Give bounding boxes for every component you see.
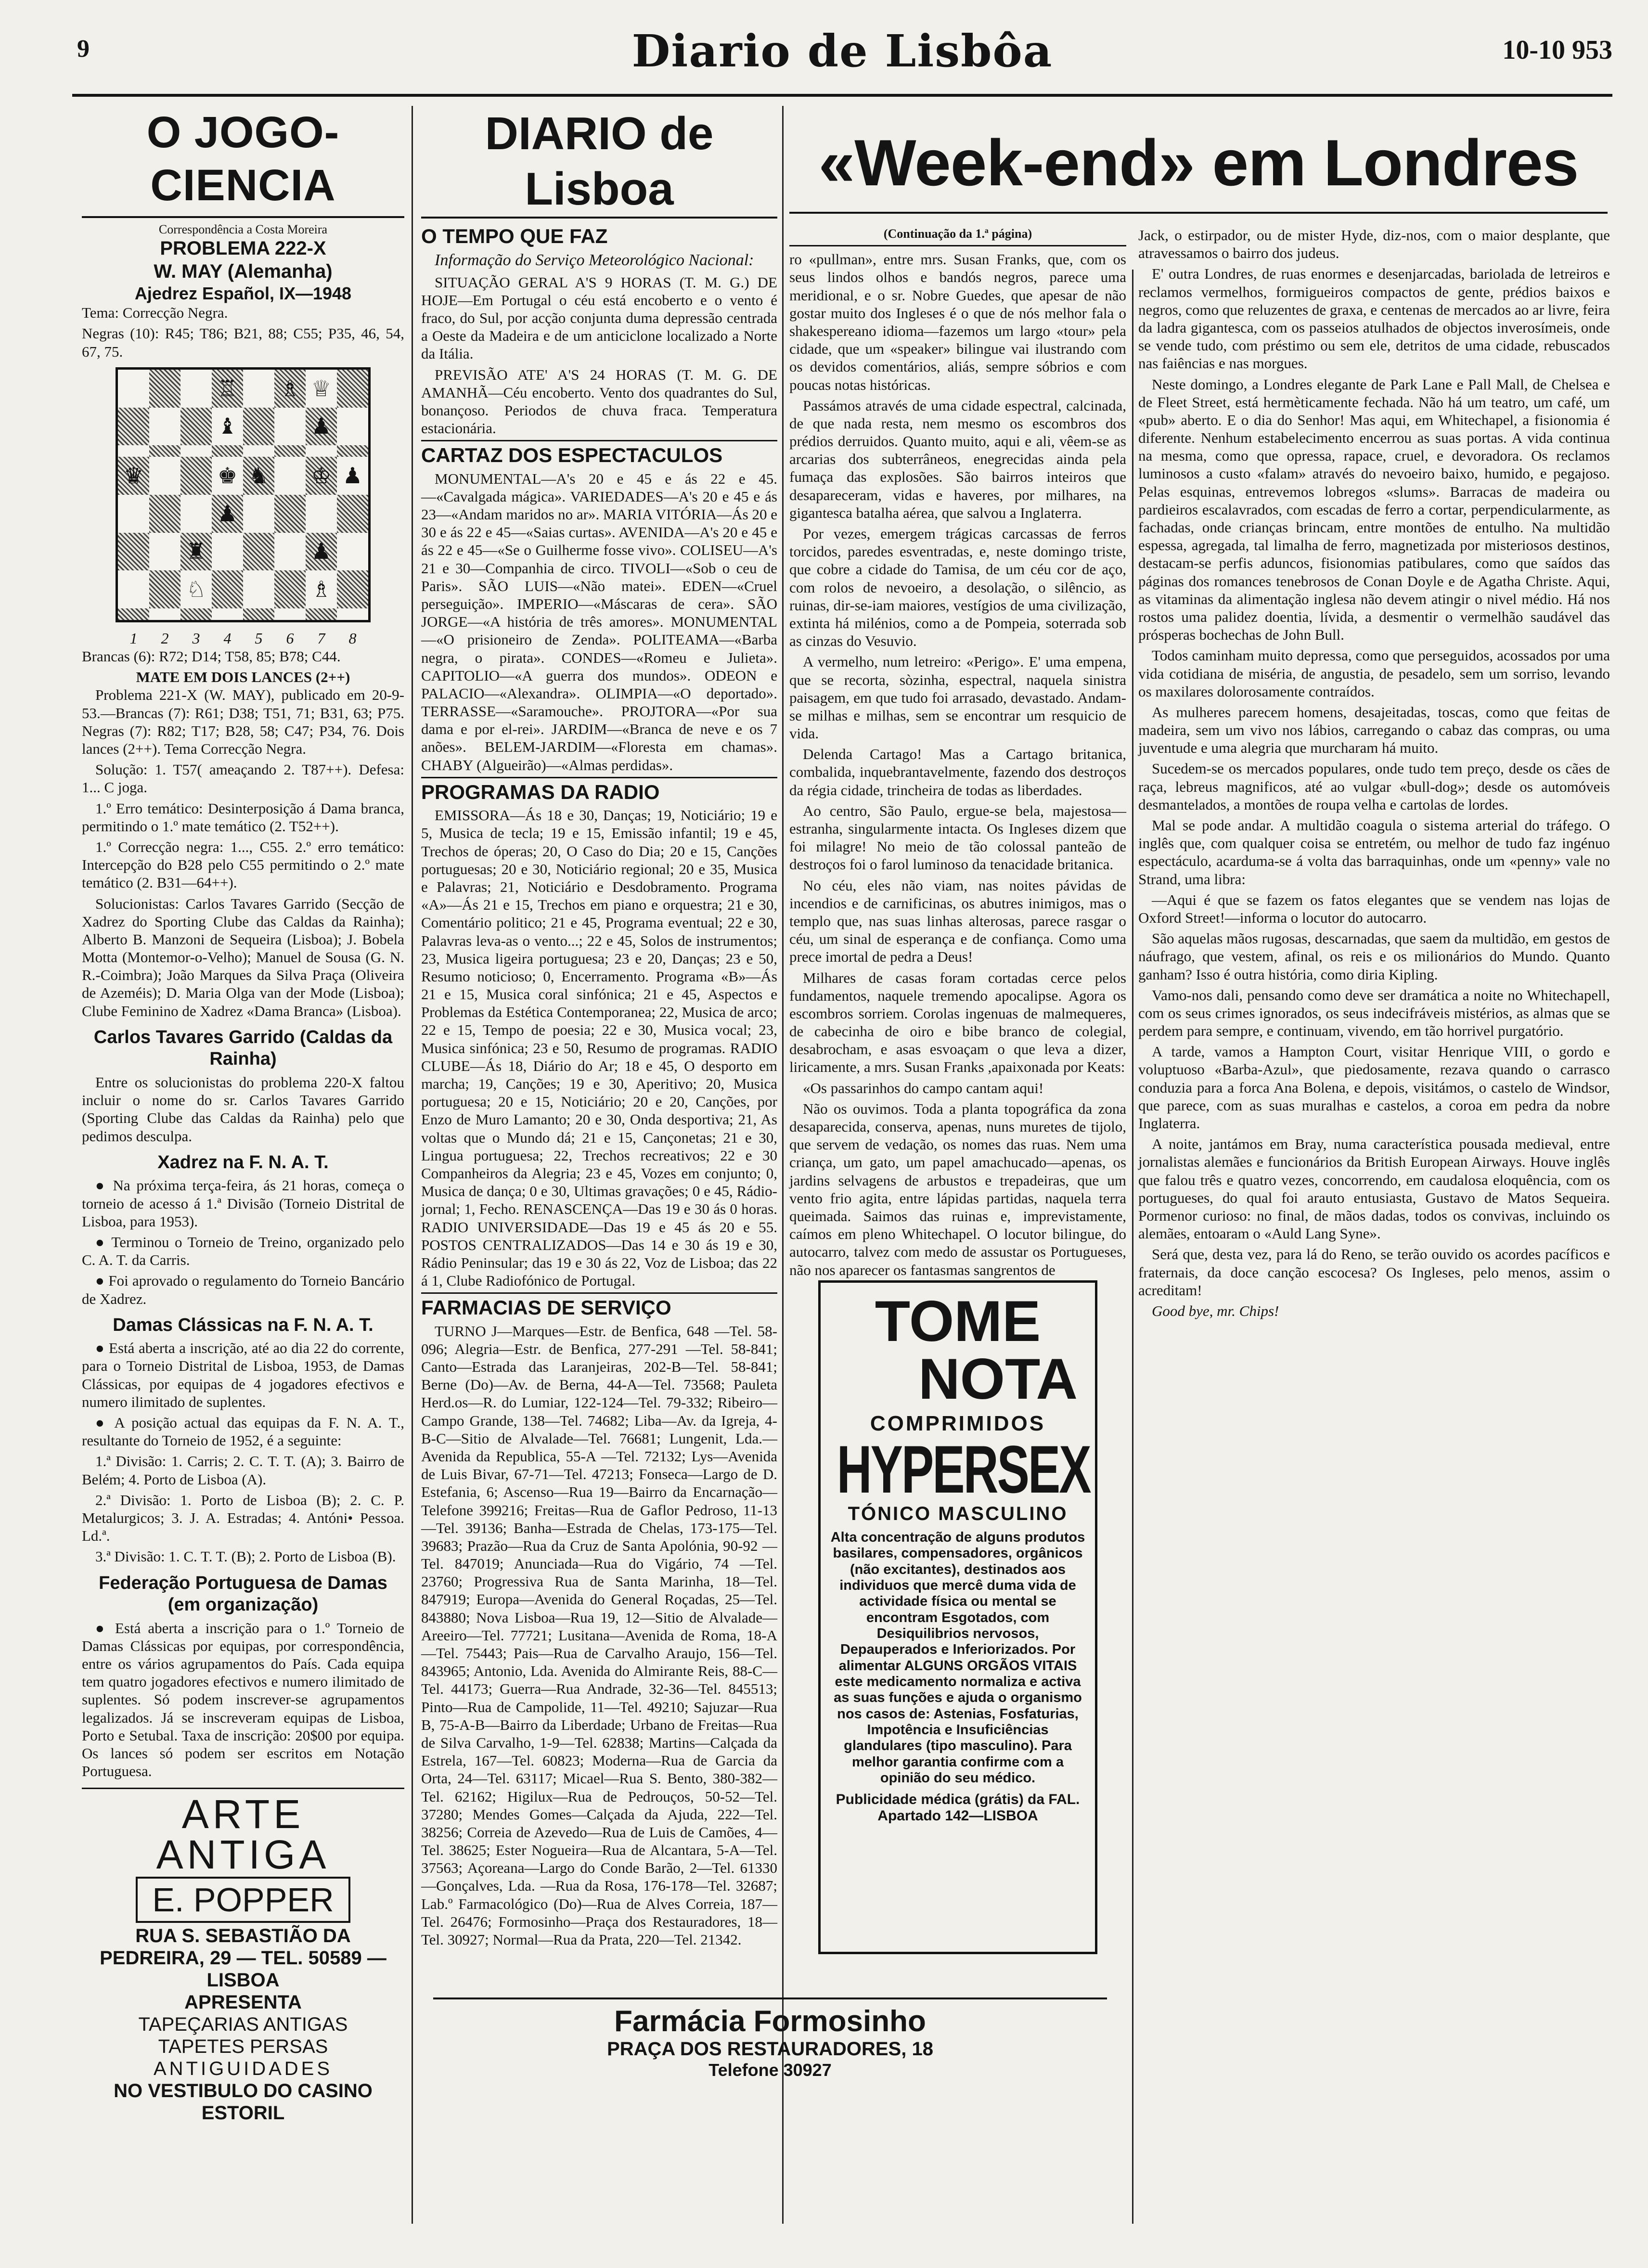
ad-tome-line: NOTA	[918, 1347, 1078, 1411]
article-para: Todos caminham muito depressa, como que perseguidos, acossados por uma vida cotidiana de miséria, de angustia, de pesadelo, sem um sorriso, levando os maxilares dolorosamente contraídos.	[1138, 647, 1610, 700]
problem-author: W. MAY (Alemanha)	[154, 260, 333, 282]
services-column	[421, 106, 777, 2233]
chess-square	[149, 533, 180, 571]
newspaper-title: Diario de Lisbôa	[631, 25, 1053, 77]
article-para: Delenda Cartago! Mas a Cartago britanica, combalida, inquebrantavelmente, fazendo dos destroços da régia cidade, trincheira de todas as liberdades.	[789, 746, 1126, 799]
chess-piece-square: ♟	[306, 408, 337, 446]
issue-date: 10-10 953	[1502, 35, 1612, 65]
ad-tome-footer: Apartado 142—LISBOA	[877, 1807, 1038, 1824]
chess-square	[243, 570, 274, 608]
problem-mate: MATE EM DOIS LANCES (2++)	[136, 669, 350, 686]
board-files	[118, 629, 368, 647]
problem-number: PROBLEMA 222-X	[160, 237, 326, 259]
chess-para: Solução: 1. T57( ameaçando 2. T87++). Defesa: 1... C joga.	[82, 761, 404, 796]
ad-arte-line: TAPETES PERSAS	[158, 2036, 328, 2058]
chess-piece-square: ♝	[212, 408, 243, 446]
ad-arte-line: ANTIGUIDADES	[153, 2058, 333, 2080]
chess-piece-square: ♟	[212, 495, 243, 533]
chess-piece-square: ♗	[306, 570, 337, 608]
chess-square	[337, 608, 368, 620]
article-para: A vermelho, num letreiro: «Perigo». E' uma empena, que se recorta, sòzinha, espectral, naquela sinistra paisagem, em que tudo foi arrasado, devastado. Andam-se milhas e milhas, sem se encontrar um resquicio de vida.	[789, 653, 1126, 742]
chess-square	[149, 608, 180, 620]
chess-piece-square: ♖	[212, 370, 243, 408]
chess-square	[274, 408, 306, 446]
chess-correspondent: Correspondência a Costa Moreira	[158, 222, 328, 236]
ad-farmacia	[433, 1997, 1107, 2080]
weekend-continuation: (Continuação da 1.ª página)	[883, 227, 1032, 241]
chess-piece-square: ♟	[306, 533, 337, 571]
ad-tome-footer: Publicidade médica (grátis) da FAL.	[836, 1791, 1080, 1807]
chess-para: ● Terminou o Torneio de Treino, organizado pelo C. A. T. da Carris.	[82, 1233, 404, 1269]
ad-arte-line: NO VESTIBULO DO CASINO	[114, 2080, 373, 2102]
ad-arte-line: ESTORIL	[201, 2102, 285, 2124]
board-file-label: 5	[255, 629, 263, 647]
chess-para: ● Está aberta a inscrição para o 1.º Torneio de Damas Clássicas por equipas, por correspondência, entre os vários agrupamentos do País. Cada equipa tem quatro jogadores efectivos e numero ilimitado de suplentes. Só podem inscrever-se agrupamentos legalizados. Já se inscreveram equipas de Lisboa, Porto e Setubal. Taxa de inscrição: 20$00 por equipa. Os lances só podem ser escritos em Notação Portuguesa.	[82, 1619, 404, 1780]
ad-arte-line: APRESENTA	[184, 1992, 302, 2013]
tempo-para: SITUAÇÃO GERAL A'S 9 HORAS (T. M. G.) DE HOJE—Em Portugal o céu está encoberto e o vento é fraco, do Sul, por acção conjunta duma depressão centrada a Oeste da Madeira e de um anticiclone localizado a Norte da Itália.	[421, 273, 777, 362]
chess-square	[118, 533, 149, 571]
ad-farmacia-title: Farmácia Formosinho	[614, 2005, 926, 2038]
article-para: «Os passarinhos do campo cantam aqui!	[803, 1079, 1044, 1096]
chess-square	[337, 570, 368, 608]
chess-square	[337, 445, 368, 457]
chess-square	[274, 457, 306, 495]
ad-hypersex	[818, 1280, 1097, 1954]
ad-arte-brand: E. POPPER	[136, 1877, 350, 1923]
article-para: A noite, jantámos em Bray, numa característica pousada medieval, entre jornalistas alemães e funcionários da British European Airways. Houve inglês que falou três e quatro vezes, concorrendo, em caudalosa eloquência, com os portugueses, do qual foi arauto entusiasta, Gustavo de Matos Sequeira. Pormenor curioso: no final, de mãos dadas, todos os convivas, incluindo os alemães, entoaram o «Auld Lang Syne».	[1138, 1135, 1610, 1242]
chess-square	[149, 457, 180, 495]
chess-para: 1.ª Divisão: 1. Carris; 2. C. T. T. (A); 3. Bairro de Belém; 4. Porto de Lisboa (A).	[82, 1453, 404, 1488]
chess-square	[243, 495, 274, 533]
chess-para: ● A posição actual das equipas da F. N. A. T., resultante do Torneio de 1952, é a seguinte:	[82, 1414, 404, 1449]
chess-column	[82, 106, 404, 2233]
ad-tome-line: TÓNICO MASCULINO	[848, 1503, 1068, 1524]
article-para: Vamo-nos dali, pensando como deve ser dramática a noite no Whitechapell, com os seus crimes ignorados, os seus indecifráveis mistérios, as almas que se perdem para sempre, e continuam, vivendo, em tão horrivel purgatório.	[1138, 986, 1610, 1040]
board-file-label: 6	[286, 629, 294, 647]
chess-square	[243, 445, 274, 457]
chess-piece-square: ♔	[306, 457, 337, 495]
chess-board	[116, 367, 371, 622]
article-para: Milhares de casas foram cortadas cerce pelos fundamentos, naquele tremendo apocalipse. Agora os escombros sorriem. Corolas ingenuas de malmequeres, de cabecinha de oiro e bibe branco de colegial, desabrocham, e asas esvoaçam o que leva a dizer, liricamente, a mrs. Susan Franks ,apaixonada por Keats:	[789, 969, 1126, 1076]
chess-square	[180, 370, 212, 408]
cartaz-list: MONUMENTAL—A's 20 e 45 e ás 22 e 45.—«Cavalgada mágica». VARIEDADES—A's 20 e 45 e ás 23—«Andam maridos no ar». MARIA VITÓRIA—Ás 20 e 30 e ás 22 e 45—«Saias curtas». AVENIDA—A's 20 e 45 e ás 22 e 45—«Se o Guilherme fosse vivo». COLISEU—A's 21 e 30—Companhia de circo. TIVOLI—«Sob o ceu de Paris». SÃO LUIS—«Não matei». EDEN—«Cruel perseguição». IMPERIO—«Máscaras de cera». SÃO JORGE—«A história de três amores». MONUMENTAL—«O prisioneiro de Zenda». POLITEAMA—«Barba negra, o pirata». CONDES—«Romeu e Julieta». CAPITOLIO—«A guerra dos mundos». ODEON e PALACIO—«Alexandra». OLIMPIA—«O deportado». TERRASSE—«Saramouche». PROJTORA—«Por sua dama e por el-rei». JARDIM—«Branca de neve e os 7 anões». BELEM-JARDIM—«Floresta em chamas». CHABY (Algueirão)—«Almas perdidas».	[421, 470, 777, 773]
chess-square	[243, 370, 274, 408]
chess-square	[118, 495, 149, 533]
chess-square	[149, 445, 180, 457]
chess-para: 1.º Erro temático: Desinterposição á Dama branca, permitindo o 1.º mate temático (2. T52++).	[82, 799, 404, 835]
article-para: Jack, o estirpador, ou de mister Hyde, diz-nos, com o maior desplante, que atravessamos o bairro dos judeus.	[1138, 227, 1610, 262]
weekend-column-2	[1138, 226, 1610, 2224]
article-para: Será que, desta vez, para lá do Reno, se terão ouvido os acordes pacíficos e fraternais, da doce canção escocesa? Os Ingleses, pelo menos, assim o acreditam!	[1138, 1246, 1610, 1299]
chess-square	[180, 608, 212, 620]
chess-para: ● Na próxima terça-feira, ás 21 horas, começa o torneio de acesso á 1.ª Divisão (Torneio Distrital de Lisboa, para 1953).	[82, 1177, 404, 1230]
masthead	[72, 25, 1612, 97]
article-para: Mal se pode andar. A multidão coagula o sistema arterial do tráfego. O inglês que, com qualquer coisa se entretém, ou melhor de tudo faz ingénuo espectáculo, acarduma-se á volta das barraquinhas, onde um «penny» vale no Strand, uma libra:	[1138, 817, 1610, 888]
page-number: 9	[77, 35, 90, 63]
chess-square	[243, 533, 274, 571]
chess-subheading: Xadrez na F. N. A. T.	[157, 1152, 329, 1173]
article-para: Por vezes, emergem trágicas carcassas de ferros torcidos, paredes esventradas, e, neste domingo triste, que cobre a cidade do Tamisa, de um céu cor de aço, com rolos de nevoeiro, a desolação, o silêncio, as ruinas, dir-se-iam maiores, vestígios de uma civilização, extinta há milénios, como a de Pompeia, soterrada sob as cinzas do Vesuvio.	[789, 525, 1126, 650]
chess-square	[180, 408, 212, 446]
chess-subheading: Federação Portuguesa de Damas (em organização)	[99, 1572, 387, 1615]
farmacias-list: TURNO J—Marques—Estr. de Benfica, 648 —Tel. 58-096; Alegria—Estr. de Benfica, 277-291 —Tel. 58-841; Canto—Estrada das Laranjeiras, 202-B—Tel. 58-841; Berne (Do)—Av. de Berna, 44-A—Tel. 73568; Pauleta Herd.os—R. do Lumiar, 122-124—Tel. 79-332; Ribeiro—Campo Grande, 138—Tel. 74682; Liba—Av. da Igreja, 4-B-C—Sitio de Alvalade—Tel. 76681; Lungenit, Lda.—Avenida da Republica, 55-A —Tel. 72132; Lys—Avenida de Luis Bivar, 67-71—Tel. 47213; Fonseca—Largo de D. Estefania, 6; Ascenso—Rua 19—Bairro da Encarnação—Telefone 399216; Freitas—Rua de Gaflor Pedroso, 11-13—Tel. 39136; Banha—Estrada de Chelas, 173-175—Tel. 39683; Prazão—Rua da Cruz de Santa Apolónia, 90-92 —Tel. 847019; Anunciada—Rua do Vigário, 74 —Tel. 23760; Progressiva Rua de Santa Marinha, 18—Tel. 847919; Europa—Avenida do General Roçadas, 25—Tel. 843880; Nova Lisboa—Rua 19, 12—Sitio de Alvalade—Areeiro—Tel. 77721; Lusitana—Avenida de Roma, 18-A—Tel. 75443; Pais—Rua de Carvalho Araujo, 156—Tel. 843965; Antonio, Lda. Avenida do Almirante Reis, 88-C—Tel. 44173; Guerra—Rua Andrade, 32-36—Tel. 845513; Pinto—Rua de Campolide, 11—Tel. 49210; Sajuzar—Rua B, 75-A-B—Bairro da Liberdade; Urbano de Freitas—Rua de Silva Carvalho, 1-9—Tel. 62838; Martins—Calçada da Estrela, 167—Tel. 60823; Moderna—Rua de Garcia da Orta, 24—Tel. 63117; Micael—Rua S. Bento, 380-382—Tel. 62162; Higilux—Rua de Pedrouços, 50-52—Tel. 37280; Mendes Gomes—Calçada da Ajuda, 222—Tel. 38256; Correia de Azevedo—Rua de Luis de Camões, 4—Tel. 38625; Ester Nogueira—Rua de Alcantara, 5-A—Tel. 37563; Açoreana—Largo do Conde Barão, 2—Tel. 61330—Gonçalves, Lda. —Rua da Rosa, 176-178—Tel. 32687; Lab.º Farmacológico (Do)—Rua de Alves Correia, 187—Tel. 26476; Formosinho—Praça dos Restauradores, 18—Tel. 30927; Normal—Rua da Prata, 220—Tel. 21342.	[421, 1322, 777, 1948]
chess-square	[118, 570, 149, 608]
ad-tome-line: COMPRIMIDOS	[870, 1412, 1046, 1435]
chess-piece-square: ♕	[306, 370, 337, 408]
weekend-heading: «Week-end» em Londres	[818, 126, 1579, 199]
problem-blacks: Negras (10): R45; T86; B21, 88; C55; P35, 46, 54, 67, 75.	[82, 325, 404, 360]
article-para: As mulheres parecem homens, desajeitadas, toscas, como que feitas de madeira, sem um vivo nos lábios, carregando o cabaz das compras, ou uma juventude e uma alegria que murcharam há muito.	[1138, 703, 1610, 757]
board-file-label: 8	[348, 629, 357, 647]
ad-arte-line: ANTIGA	[156, 1832, 330, 1878]
chess-heading: O JOGO-CIENCIA	[82, 106, 404, 218]
article-para: Neste domingo, a Londres elegante de Park Lane e Pall Mall, de Chelsea e de Fleet Street, está hermèticamente fechada. Não há um teatro, um café, um «pub» aberto. E o dia do Senhor! Mas aqui, em Whitechapel, a fisionomia é diferente. Nenhum estabelecimento encerrou as suas portas. A vida continua na mesma, como que opressa, rapace, cruel, e devoradora. Os reclamos luminosos a custo «falam» através do nevoeiro baixo, humido, e pegajoso. Pelas esquinas, entrevemos lobregos «slums». Barracas de madeira ou pardieiros escalavrados, com escadas de ferro a cortar, perpendicularmente, as fachadas, onde crianças brincam, entre montões de entulho. Na multidão espessa, agregada, tal limalha de ferro, magnetizada por misteriosos destinos, destacam-se perfis aduncos, fisionomias patibulares, como que saídos das páginas dos romances tenebrosos de Conan Doyle e de Agatha Christe. Aqui, as vitaminas da alimentação inglesa não devem atingir o nivel médio. Há nos rostos uma palidez doentia, lívida, a desmentir o vermelhão saudável das prósperas bochechas de John Bull.	[1138, 375, 1610, 644]
chess-square	[243, 408, 274, 446]
divider	[789, 245, 1126, 246]
chess-square	[149, 370, 180, 408]
ad-tome-body: Alta concentração de alguns produtos basilares, compensadores, orgânicos (não excitantes), destinados aos individuos que mercê duma vida de actividade física ou mental se encontram Esgotados, com Desiquilibrios nervosos, Depauperados e Inferiorizados. Por alimentar ALGUNS ORGÃOS VITAIS este medicamento normaliza e activa as suas funções e ajuda o organismo nos casos de: Astenias, Fosfaturias, Impotência e Insuficiências glandulares (tipo masculino). Para melhor garantia confirme com a opinião do seu médico.	[830, 1530, 1085, 1786]
ad-farmacia-phone: Telefone 30927	[708, 2060, 832, 2080]
masthead-rule	[72, 94, 1612, 97]
column-divider	[782, 106, 784, 2224]
chess-square	[180, 445, 212, 457]
chess-para: 2.ª Divisão: 1. Porto de Lisboa (B); 2. C. P. Metalurgicos; 3. J. A. Estradas; 4. Antóni• Pessoa. Ld.ª.	[82, 1491, 404, 1545]
tempo-para: PREVISÃO ATE' A'S 24 HORAS (T. M. G. DE AMANHÃ—Céu encoberto. Vento dos quadrantes do Sul, bonançoso. Periodos de chuva fraca. Temperatura estacionária.	[421, 366, 777, 437]
chess-square	[306, 445, 337, 457]
article-para: ro «pullman», entre mrs. Susan Franks, que, com os seus lindos olhos e bandós negros, parece uma meridional, e o sr. Nobre Guedes, que apesar de não gostar muito dos Ingleses é o que de nós melhor fala o shakespereano idioma—fazemos um largo «tour» pela cidade, que um «speaker» bilingue vai ilustrando com os devidos comentários, aliás, sempre sóbrios e com poucas notas históricas.	[789, 251, 1126, 393]
ad-arte-line: TAPEÇARIAS ANTIGAS	[138, 2014, 348, 2036]
article-para: Ao centro, São Paulo, ergue-se bela, majestosa—estranha, singularmente intacta. Os Ingleses dizem que foi milagre! No meio de tão colossal panteão de destroços foi o farol luminoso da tenacidade britanica.	[789, 802, 1126, 873]
farmacias-heading: FARMACIAS DE SERVIÇO	[421, 1292, 777, 1320]
chess-square	[212, 533, 243, 571]
chess-piece-square: ♘	[180, 570, 212, 608]
article-para: Passámos através de uma cidade espectral, calcinada, de que nada resta, nem mesmo os escombros dos prédios derruidos. Quanto muito, aqui e ali, vêem-se as arcarias dos subterrâneos, enegrecidas ainda pela fumaça das explosões. São bairros inteiros que desapareceram, vidas e haveres, por milhares, na gigantesca batalha aérea, que salvou a Inglaterra.	[789, 397, 1126, 521]
chess-para: Solucionistas: Carlos Tavares Garrido (Secção de Xadrez do Sporting Clube das Caldas da Rainha); Alberto B. Manzoni de Sequeira (Lisboa); J. Bobela Motta (Montemor-o-Velho); Manuel de Sousa (G. N. R.-Coimbra); João Marques da Silva Praça (Oliveira de Azeméis); D. Maria Olga van der Mode (Lisboa); Clube Feminino de Xadrez «Dama Branca» (Lisboa).	[82, 895, 404, 1019]
chess-square	[274, 533, 306, 571]
tempo-heading: O TEMPO QUE FAZ	[421, 225, 608, 248]
chess-para: Entre os solucionistas do problema 220-X faltou incluir o nome do sr. Carlos Tavares Garrido (Sporting Clube das Caldas da Rainha) pelo que pedimos desculpa.	[82, 1074, 404, 1145]
chess-square	[306, 608, 337, 620]
article-para: —Aqui é que se fazem os fatos elegantes que se vendem nas lojas de Oxford Street!—informa o locutor do autocarro.	[1138, 891, 1610, 926]
article-para: Não os ouvimos. Toda a planta topográfica da zona desaparecida, conserva, apenas, nuns muretes de tijolo, que servem de vedação, os nomes das ruas. Nem uma criança, um gato, um papel amachucado—apenas, os jardins selvagens de arbustos e trepadeiras, que um vento frio agita, entre lápidas partidas, naquela terra queimada. Saimos das ruinas e, imprevistamente, caímos em pleno Whitechapel. O locutor bilingue, do autocarro, talvez com medo de assustar os Portugueses, não nos aparecer os fantasmas sangrentos de	[789, 1100, 1126, 1278]
chess-para: ● Foi aprovado o regulamento do Torneio Bancário de Xadrez.	[82, 1272, 404, 1307]
chess-square	[118, 608, 149, 620]
ad-arte-address: RUA S. SEBASTIÃO DA PEDREIRA, 29 — TEL. 50589 — LISBOA	[100, 1925, 386, 1991]
chess-para: 3.ª Divisão: 1. C. T. T. (B); 2. Porto de Lisboa (B).	[95, 1548, 396, 1565]
chess-square	[337, 495, 368, 533]
board-file-label: 7	[317, 629, 325, 647]
article-para: No céu, eles não viam, nas noites pávidas de incendios e de carnificinas, os abutres inimigos, mas o templo que, nas suas linhas alterosas, parece rasgar o céu, um sinal de esperança e de confiança. Como uma prece imortal de pedra a Deus!	[789, 876, 1126, 966]
ad-product-name: HYPERSEX	[837, 1431, 1090, 1507]
article-para: A tarde, vamos a Hampton Court, visitar Henrique VIII, o gordo e voluptuoso «Barba-Azul», que piedosamente, rezava quando o carrasco conduzia para a forca Ana Bolena, e depois, visitámos, o castelo de Windsor, que parece, com as suas muralhas e castelos, a coroa em pedra da nobre Inglaterra.	[1138, 1043, 1610, 1132]
chess-square	[180, 495, 212, 533]
article-para: E' outra Londres, de ruas enormes e desenjarcadas, bariolada de letreiros e reclamos vermelhos, formigueiros compactos de gente, prédios baixos e negros, como que reluzentes de graxa, e centenas de mercados ao ar livre, feira da ladra gigantesca, com os passeios atulhados de objectos inverosímeis, onde se vende tudo, com préstimo ou sem ele, detritos de uma cidade, rebuscados nas faiências e nas morgues.	[1138, 265, 1610, 372]
chess-subheading: Carlos Tavares Garrido (Caldas da Rainha)	[93, 1027, 393, 1070]
article-para: São aquelas mãos rugosas, descarnadas, que saem da multidão, em gestos de náufrago, que vestem, afinal, os reis e os milionários do Mundo. Quanto ganham? Isso é outra história, como diria Kipling.	[1138, 930, 1610, 983]
board-file-label: 4	[223, 629, 232, 647]
chess-square	[243, 608, 274, 620]
chess-square	[212, 445, 243, 457]
chess-square	[274, 445, 306, 457]
chess-square	[274, 608, 306, 620]
chess-square	[118, 408, 149, 446]
column-divider	[412, 106, 413, 2224]
column-divider	[1132, 270, 1133, 2224]
chess-piece-square: ♜	[180, 533, 212, 571]
chess-square	[149, 495, 180, 533]
chess-square	[180, 457, 212, 495]
chess-square	[274, 570, 306, 608]
chess-piece-square: ♗	[274, 370, 306, 408]
article-para: Sucedem-se os mercados populares, onde tudo tem preço, desde os cães de raça, lebreus magnificos, até ao vulgar «bull-dog»; desde os automóveis desmantelados, a montões de roupa velha e cartolas de lordes.	[1138, 760, 1610, 813]
chess-para: 1.º Correcção negra: 1..., C55. 2.º erro temático: Intercepção do B28 pelo C55 permitindo o 2.º mate temático (2. B31—64++).	[82, 838, 404, 891]
chess-square	[274, 495, 306, 533]
chess-para: ● Está aberta a inscrição, até ao dia 22 do corrente, para o Torneio Distrital de Lisboa, 1953, de Damas Clássicas, por equipas de 4 jogadores efectivos e numero ilimitado de suplentes.	[82, 1340, 404, 1410]
chess-piece-square: ♚	[212, 457, 243, 495]
ad-arte-line: ARTE	[181, 1791, 305, 1837]
chess-piece-square: ♞	[243, 457, 274, 495]
chess-square	[118, 445, 149, 457]
board-file-label: 1	[129, 629, 138, 647]
chess-square	[149, 408, 180, 446]
chess-square	[118, 370, 149, 408]
problem-source: Ajedrez Español, IX—1948	[134, 283, 352, 303]
weekend-column-1	[789, 226, 1126, 1278]
problem-theme: Tema: Correcção Negra.	[82, 304, 228, 322]
chess-square	[212, 608, 243, 620]
ad-farmacia-address: PRAÇA DOS RESTAURADORES, 18	[607, 2038, 933, 2060]
problem-whites: Brancas (6): R72; D14; T58, 85; B78; C44.	[82, 648, 341, 665]
diario-heading: DIARIO de Lisboa	[421, 106, 777, 219]
tempo-subtitle: Informação do Serviço Meteorológico Nacional:	[435, 251, 754, 269]
board-file-label: 3	[192, 629, 200, 647]
radio-heading: PROGRAMAS DA RADIO	[421, 777, 777, 804]
chess-para: Problema 221-X (W. MAY), publicado em 20-9-53.—Brancas (7): R61; D38; T51, 71; B31, 63; P75. Negras (7): R82; T17; B28, 58; C47; P34, 76. Dois lances (2++). Tema Correcção Negra.	[82, 686, 404, 758]
chess-square	[306, 495, 337, 533]
chess-square	[149, 570, 180, 608]
cartaz-heading: CARTAZ DOS ESPECTACULOS	[421, 440, 777, 467]
chess-square	[337, 533, 368, 571]
radio-list: EMISSORA—Ás 18 e 30, Danças; 19, Noticiário; 19 e 5, Musica de tecla; 19 e 15, Emissão infantil; 19 e 45, Trechos de óperas; 20, O Caso do Dia; 20 e 15, Canções portuguesas; 20 e 30, Noticiário regional; 20 e 35, Musica e Palavras; 21, Noticiário e Desdobramento. Programa «A»—Ás 21 e 15, Trechos em piano e orquestra; 21 e 30, Comentário politico; 21 e 45, Programa eventual; 22 e 30, Palavras leva-as o vento...; 22 e 45, Solos de instrumentos; 23, Musica ligeira portuguesa; 23 e 20, Danças; 23 e 50, Resumo noticioso; 0, Encerramento. Programa «B»—Ás 21 e 15, Musica coral sinfónica; 21 e 45, Aspectos e Problemas da Estética Contemporanea; 22, Musica de arco; 22 e 15, Tempo de poesia; 22 e 30, Musica vocal; 23, Musica sinfónica; 23 e 50, Resumo de programas. RADIO CLUBE—Ás 18, Diário do Ar; 18 e 45, O desporto em marcha; 19, Canções; 19 e 30, Aperitivo; 20, Musica portuguesa; 20 e 15, Noticiário; 20 e 20, Canções, por Enzo de Muro Lamanto; 20 e 30, Onda desportiva; 21, As voltas que o Mundo dá; 21 e 15, Cançonetas; 21 e 30, Lingua portuguesa; 22, Trechos recreativos; 22 e 30 Companheiros da Alegria; 23 e 45, Vozes em conjunto; 0, Musica de dança; 0 e 30, Ultimas gravações; 0 e 45, Rádio-jornal; 1, Fecho. RENASCENÇA—Das 19 e 30 ás 0 horas. RADIO UNIVERSIDADE—Das 19 e 45 ás 20 e 55. POSTOS CENTRALIZADOS—Das 14 e 30 ás 19 e 30, Rádio Peninsular; das 19 e 30 ás 22, Voz de Lisboa; das 22 á 1, Clube Radiofónico de Portugal.	[421, 807, 777, 1289]
chess-subheading: Damas Clássicas na F. N. A. T.	[113, 1314, 373, 1335]
chess-square	[337, 370, 368, 408]
ad-arte-antiga	[82, 1788, 404, 2124]
board-file-label: 2	[161, 629, 169, 647]
article-signoff: Good bye, mr. Chips!	[1152, 1302, 1279, 1319]
chess-piece-square: ♟	[337, 457, 368, 495]
chess-square	[337, 408, 368, 446]
weekend-rule	[789, 212, 1608, 214]
chess-square	[212, 570, 243, 608]
ad-tome-line: TOME	[875, 1289, 1041, 1353]
chess-piece-square: ♛	[118, 457, 149, 495]
